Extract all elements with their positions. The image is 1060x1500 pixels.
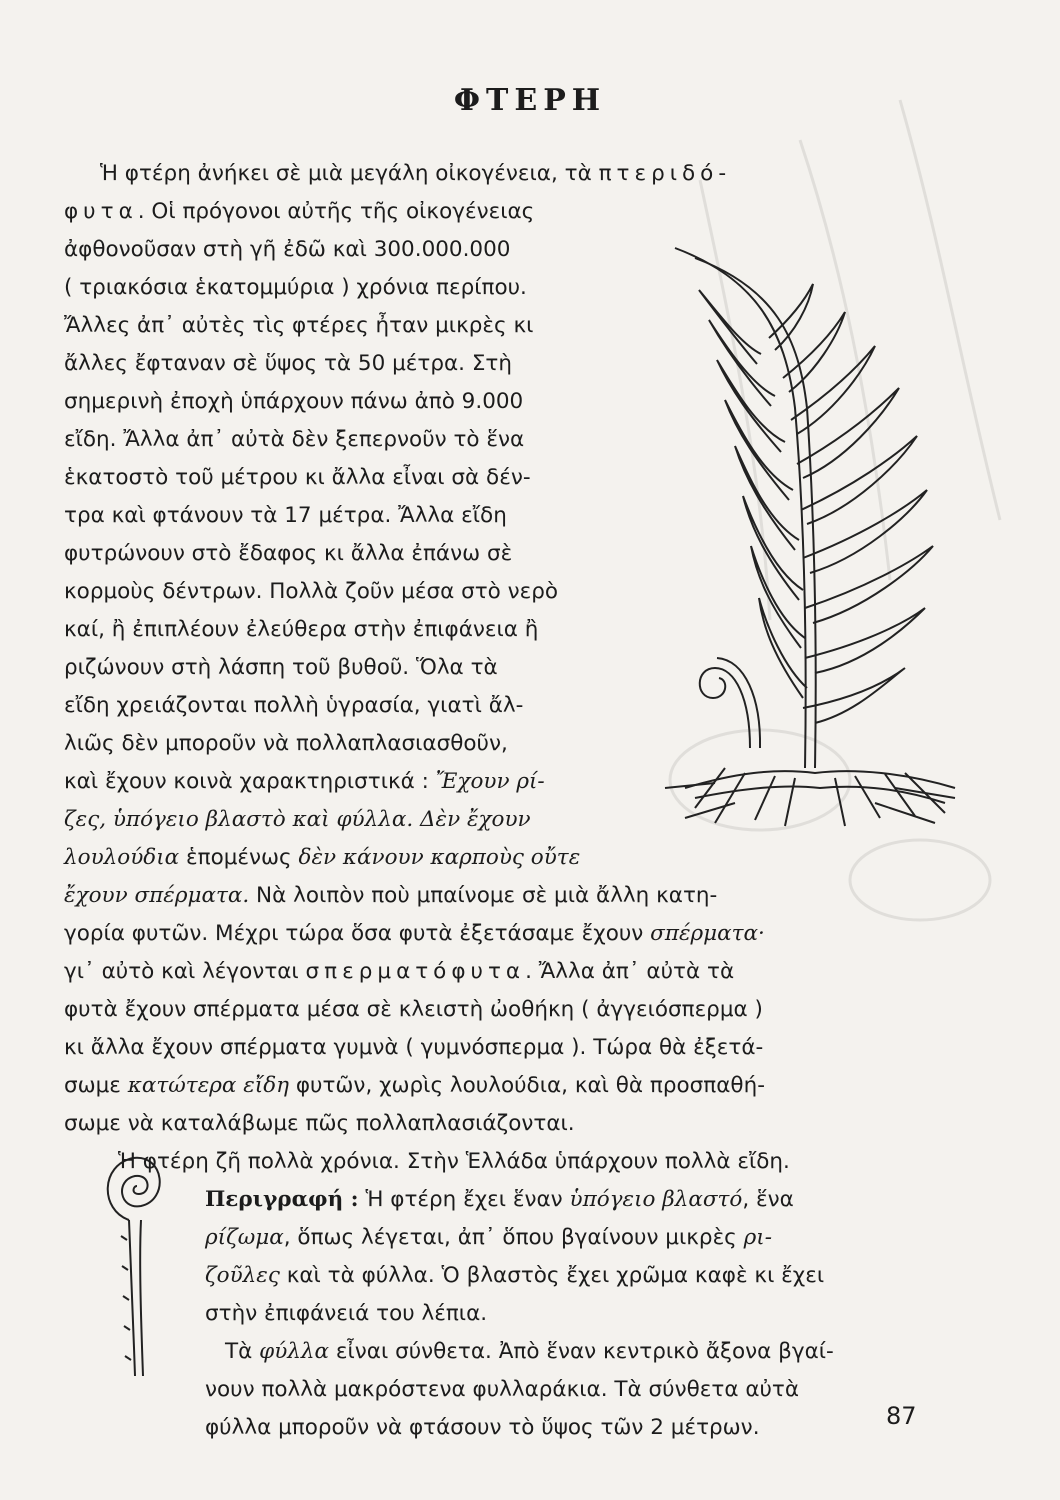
- text-line-12: κορμοὺς δέντρων. Πολλὰ ζοῦν μέσα στὸ νερὸ: [64, 579, 559, 604]
- text-line-5: Ἄλλες ἀπ᾽ αὐτὲς τὶς φτέρες ἦταν μικρὲς κι: [64, 313, 534, 338]
- text-line-6: ἄλλες ἔφταναν σὲ ὕψος τὰ 50 μέτρα. Στὴ: [64, 351, 512, 376]
- text-line-32: Τὰ φύλλα εἶναι σύνθετα. Ἀπὸ ἕναν κεντρικὸ ἄξονα βγαί-: [225, 1339, 834, 1364]
- text-line-25: σωμε κατώτερα εἴδη φυτῶν, χωρὶς λουλούδια, καὶ θὰ προσπαθή-: [64, 1073, 765, 1098]
- text-line-14: ριζώνουν στὴ λάσπη τοῦ βυθοῦ. Ὅλα τὰ: [64, 655, 498, 680]
- text-line-30: ζοῦλες καὶ τὰ φύλλα. Ὁ βλαστὸς ἔχει χρῶμα καφὲ κι ἔχει: [205, 1263, 825, 1288]
- text-line-26: σωμε νὰ καταλάβωμε πῶς πολλαπλασιάζονται.: [64, 1111, 575, 1136]
- text-line-1: Ἡ φτέρη ἀνήκει σὲ μιὰ μεγάλη οἰκογένεια, τὰ πτεριδό-: [100, 161, 732, 186]
- text-line-10: τρα καὶ φτάνουν τὰ 17 μέτρα. Ἄλλα εἴδη: [64, 503, 507, 528]
- text-line-4: ( τριακόσια ἑκατομμύρια ) χρόνια περίπου.: [64, 275, 527, 300]
- page-title: ΦΤΕΡΗ: [453, 83, 607, 118]
- text-line-34: φύλλα μποροῦν νὰ φτάσουν τὸ ὕψος τῶν 2 μέτρων.: [205, 1415, 760, 1440]
- text-line-27: Ἡ φτέρη ζῆ πολλὰ χρόνια. Στὴν Ἑλλάδα ὑπάρχουν πολλὰ εἴδη.: [118, 1149, 790, 1174]
- fern-fiddlehead-illustration: [95, 1140, 175, 1380]
- text-line-28: Περιγραφή : Ἡ φτέρη ἔχει ἕναν ὑπόγειο βλαστό, ἕνα: [205, 1187, 794, 1212]
- page-number: 87: [886, 1402, 917, 1430]
- text-line-9: ἑκατοστὸ τοῦ μέτρου κι ἄλλα εἶναι σὰ δέν-: [64, 465, 531, 490]
- text-line-16: λιῶς δὲν μποροῦν νὰ πολλαπλασιασθοῦν,: [64, 731, 508, 756]
- text-line-20: ἔχουν σπέρματα. Νὰ λοιπὸν ποὺ μπαίνομε σὲ μιὰ ἄλλη κατη-: [64, 883, 718, 908]
- text-line-13: καί, ἢ ἐπιπλέουν ἐλεύθερα στὴν ἐπιφάνεια ἢ: [64, 617, 539, 642]
- text-line-29: ρίζωμα, ὅπως λέγεται, ἀπ᾽ ὅπου βγαίνουν μικρὲς ρι-: [205, 1225, 772, 1250]
- text-line-3: ἀφθονοῦσαν στὴ γῆ ἐδῶ καὶ 300.000.000: [64, 237, 511, 262]
- text-line-11: φυτρώνουν στὸ ἔδαφος κι ἄλλα ἐπάνω σὲ: [64, 541, 513, 566]
- text-line-8: εἴδη. Ἄλλα ἀπ᾽ αὐτὰ δὲν ξεπερνοῦν τὸ ἕνα: [64, 427, 525, 452]
- text-line-2: φυτα. Οἱ πρόγονοι αὐτῆς τῆς οἰκογένειας: [64, 199, 535, 224]
- text-line-24: κι ἄλλα ἔχουν σπέρματα γυμνὰ ( γυμνόσπερμα ). Τώρα θὰ ἐξετά-: [64, 1035, 764, 1060]
- text-line-19: λουλούδια ἑπομένως δὲν κάνουν καρποὺς οὔτε: [64, 845, 581, 870]
- text-line-18: ζες, ὑπόγειο βλαστὸ καὶ φύλλα. Δὲν ἔχουν: [64, 807, 531, 832]
- text-line-17: καὶ ἔχουν κοινὰ χαρακτηριστικά : Ἔχουν ρί-: [64, 769, 545, 794]
- text-line-23: φυτὰ ἔχουν σπέρματα μέσα σὲ κλειστὴ ὠοθήκη ( ἀγγειόσπερμα ): [64, 997, 763, 1022]
- text-line-21: γορία φυτῶν. Μέχρι τώρα ὅσα φυτὰ ἐξετάσαμε ἔχουν σπέρματα·: [64, 921, 765, 946]
- text-line-15: εἴδη χρειάζονται πολλὴ ὑγρασία, γιατὶ ἄλ-: [64, 693, 524, 718]
- fern-frond-illustration: [655, 228, 965, 828]
- text-line-7: σημερινὴ ἐποχὴ ὑπάρχουν πάνω ἀπὸ 9.000: [64, 389, 524, 414]
- text-line-22: γι᾽ αὐτὸ καὶ λέγονται σπερματόφυτα. Ἄλλα ἀπ᾽ αὐτὰ τὰ: [64, 959, 735, 984]
- text-line-31: στὴν ἐπιφάνειά του λέπια.: [205, 1301, 488, 1326]
- text-line-33: νουν πολλὰ μακρόστενα φυλλαράκια. Τὰ σύνθετα αὐτὰ: [205, 1377, 800, 1402]
